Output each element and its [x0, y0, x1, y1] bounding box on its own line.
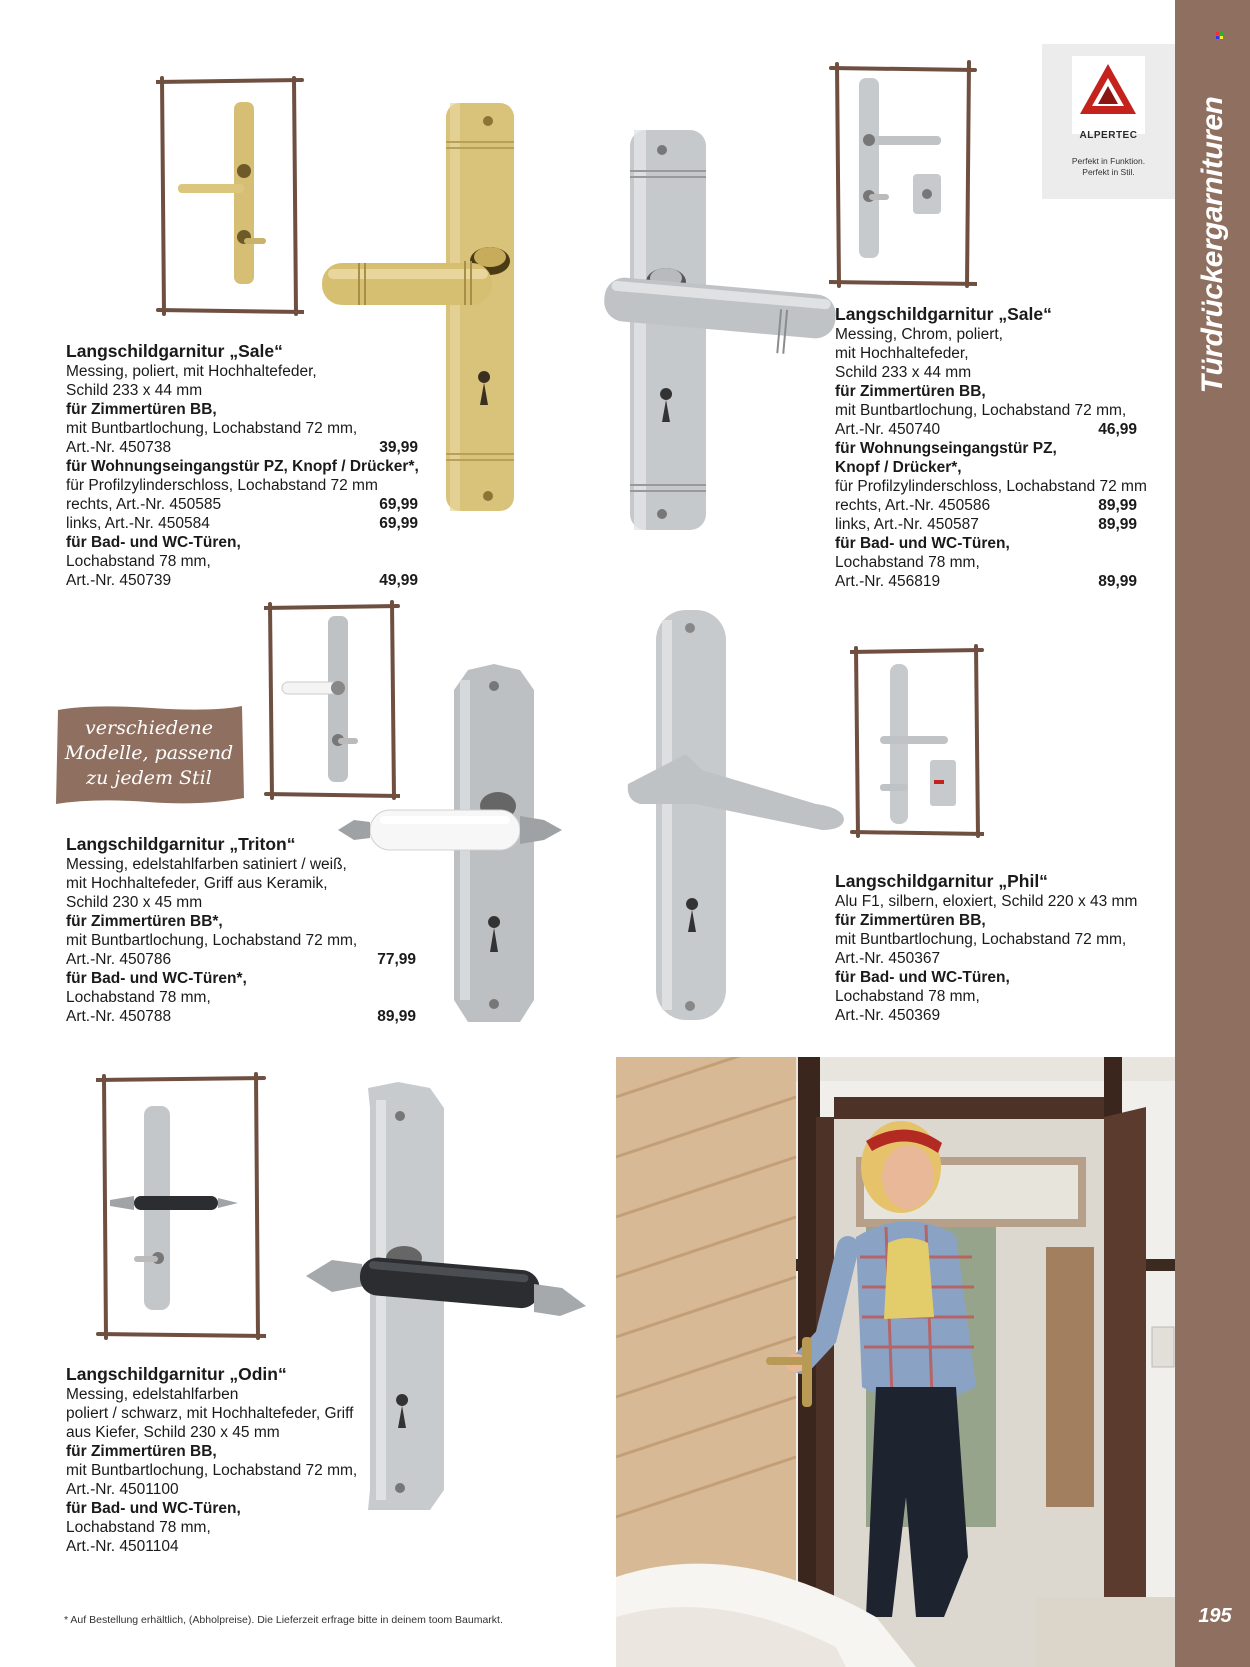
product-title: Langschildgarnitur „Sale“ — [835, 304, 1052, 324]
alpertec-logo-icon — [1072, 56, 1145, 134]
product-thumbnail-frame — [96, 1072, 266, 1342]
product-title: Langschildgarnitur „Sale“ — [66, 341, 283, 361]
phil-handle-image — [626, 608, 848, 1026]
product-thumbnail-frame — [850, 644, 984, 840]
product-sale-brass: Langschildgarnitur „Sale“ Messing, poliert, mit Hochhaltefeder, Schild 233 x 44 mm für Zimmertüren BB, mit Buntbartlochung, Lochabstand 72 mm, Art.-Nr. 450738 39,99 für Wohnungseingangstür PZ, Knopf / Drücker*, für Profilzylinderschloss, Lochabstand 72 mm rechts, Art.-Nr. 450585 69,99 links, Art.-Nr. 450584 69,99 für Bad- und WC-Türen, Lochabstand 78 mm, Art.-Nr. 450739 49,99 — [66, 341, 419, 589]
price: 77,99 — [377, 951, 416, 968]
page-number: 195 — [1198, 1605, 1232, 1627]
category-title: Türdrückergarnituren — [1196, 96, 1229, 394]
price: 89,99 — [1098, 497, 1137, 514]
price: 69,99 — [379, 496, 418, 513]
product-odin: Langschildgarnitur „Odin“ Messing, edelstahlfarben poliert / schwarz, mit Hochhaltefeder, Griff aus Kiefer, Schild 230 x 45 mm für Zimmertüren BB, mit Buntbartlochung, Lochabstand 72 mm, Art.-Nr. 4501100 für Bad- und WC-Türen, Lochabstand 78 mm, Art.-Nr. 4501104 — [66, 1364, 416, 1556]
product-title: Langschildgarnitur „Phil“ — [835, 871, 1048, 891]
chrome-handle-image — [600, 128, 840, 538]
price: 69,99 — [379, 515, 418, 532]
price: 39,99 — [379, 439, 418, 456]
color-dots — [1216, 32, 1224, 40]
footnote: * Auf Bestellung erhältlich, (Abholpreise). Die Lieferzeit erfrage bitte in deinem toom Baumarkt. — [64, 1614, 503, 1626]
product-sale-chrome: Langschildgarnitur „Sale“ Messing, Chrom, poliert, mit Hochhaltefeder, Schild 233 x 44 mm für Zimmertüren BB, mit Buntbartlochung, Lochabstand 72 mm, Art.-Nr. 450740 46,99 für Wohnungseingangstür PZ, Knopf / Drücker*, für Profilzylinderschloss, Lochabstand 72 mm rechts, Art.-Nr. 450586 89,99 links, Art.-Nr. 450587 89,99 für Bad- und WC-Türen, Lochabstand 78 mm, Art.-Nr. 456819 89,99 — [835, 304, 1147, 590]
product-title: Langschildgarnitur „Odin“ — [66, 1364, 287, 1384]
lifestyle-photo — [616, 1057, 1175, 1667]
product-thumbnail-frame — [156, 74, 304, 318]
price: 89,99 — [1098, 516, 1137, 533]
promo-stamp: verschiedene Modelle, passend zu jedem Stil — [52, 702, 246, 808]
product-triton: Langschildgarnitur „Triton“ Messing, edelstahlfarben satiniert / weiß, mit Hochhaltefeder, Griff aus Keramik, Schild 230 x 45 mm für Zimmertüren BB*, mit Buntbartlochung, Lochabstand 72 mm, Art.-Nr. 450786 77,99 für Bad- und WC-Türen*, Lochabstand 78 mm, Art.-Nr. 450788 89,99 — [66, 834, 416, 1025]
product-thumbnail-frame — [829, 60, 977, 290]
product-title: Langschildgarnitur „Triton“ — [66, 834, 296, 854]
price: 49,99 — [379, 572, 418, 589]
price: 89,99 — [377, 1008, 416, 1025]
brand-tagline: Perfekt in Funktion. Perfekt in Stil. — [1071, 156, 1146, 177]
price: 46,99 — [1098, 421, 1137, 438]
product-phil: Langschildgarnitur „Phil“ Alu F1, silbern, eloxiert, Schild 220 x 43 mm für Zimmertüren BB, mit Buntbartlochung, Lochabstand 72 mm, Art.-Nr. 450367 für Bad- und WC-Türen, Lochabstand 78 mm, Art.-Nr. 450369 — [835, 871, 1138, 1024]
price: 89,99 — [1098, 573, 1137, 590]
brand-logo-card — [1042, 44, 1175, 199]
brand-name: ALPERTEC — [1079, 130, 1138, 141]
